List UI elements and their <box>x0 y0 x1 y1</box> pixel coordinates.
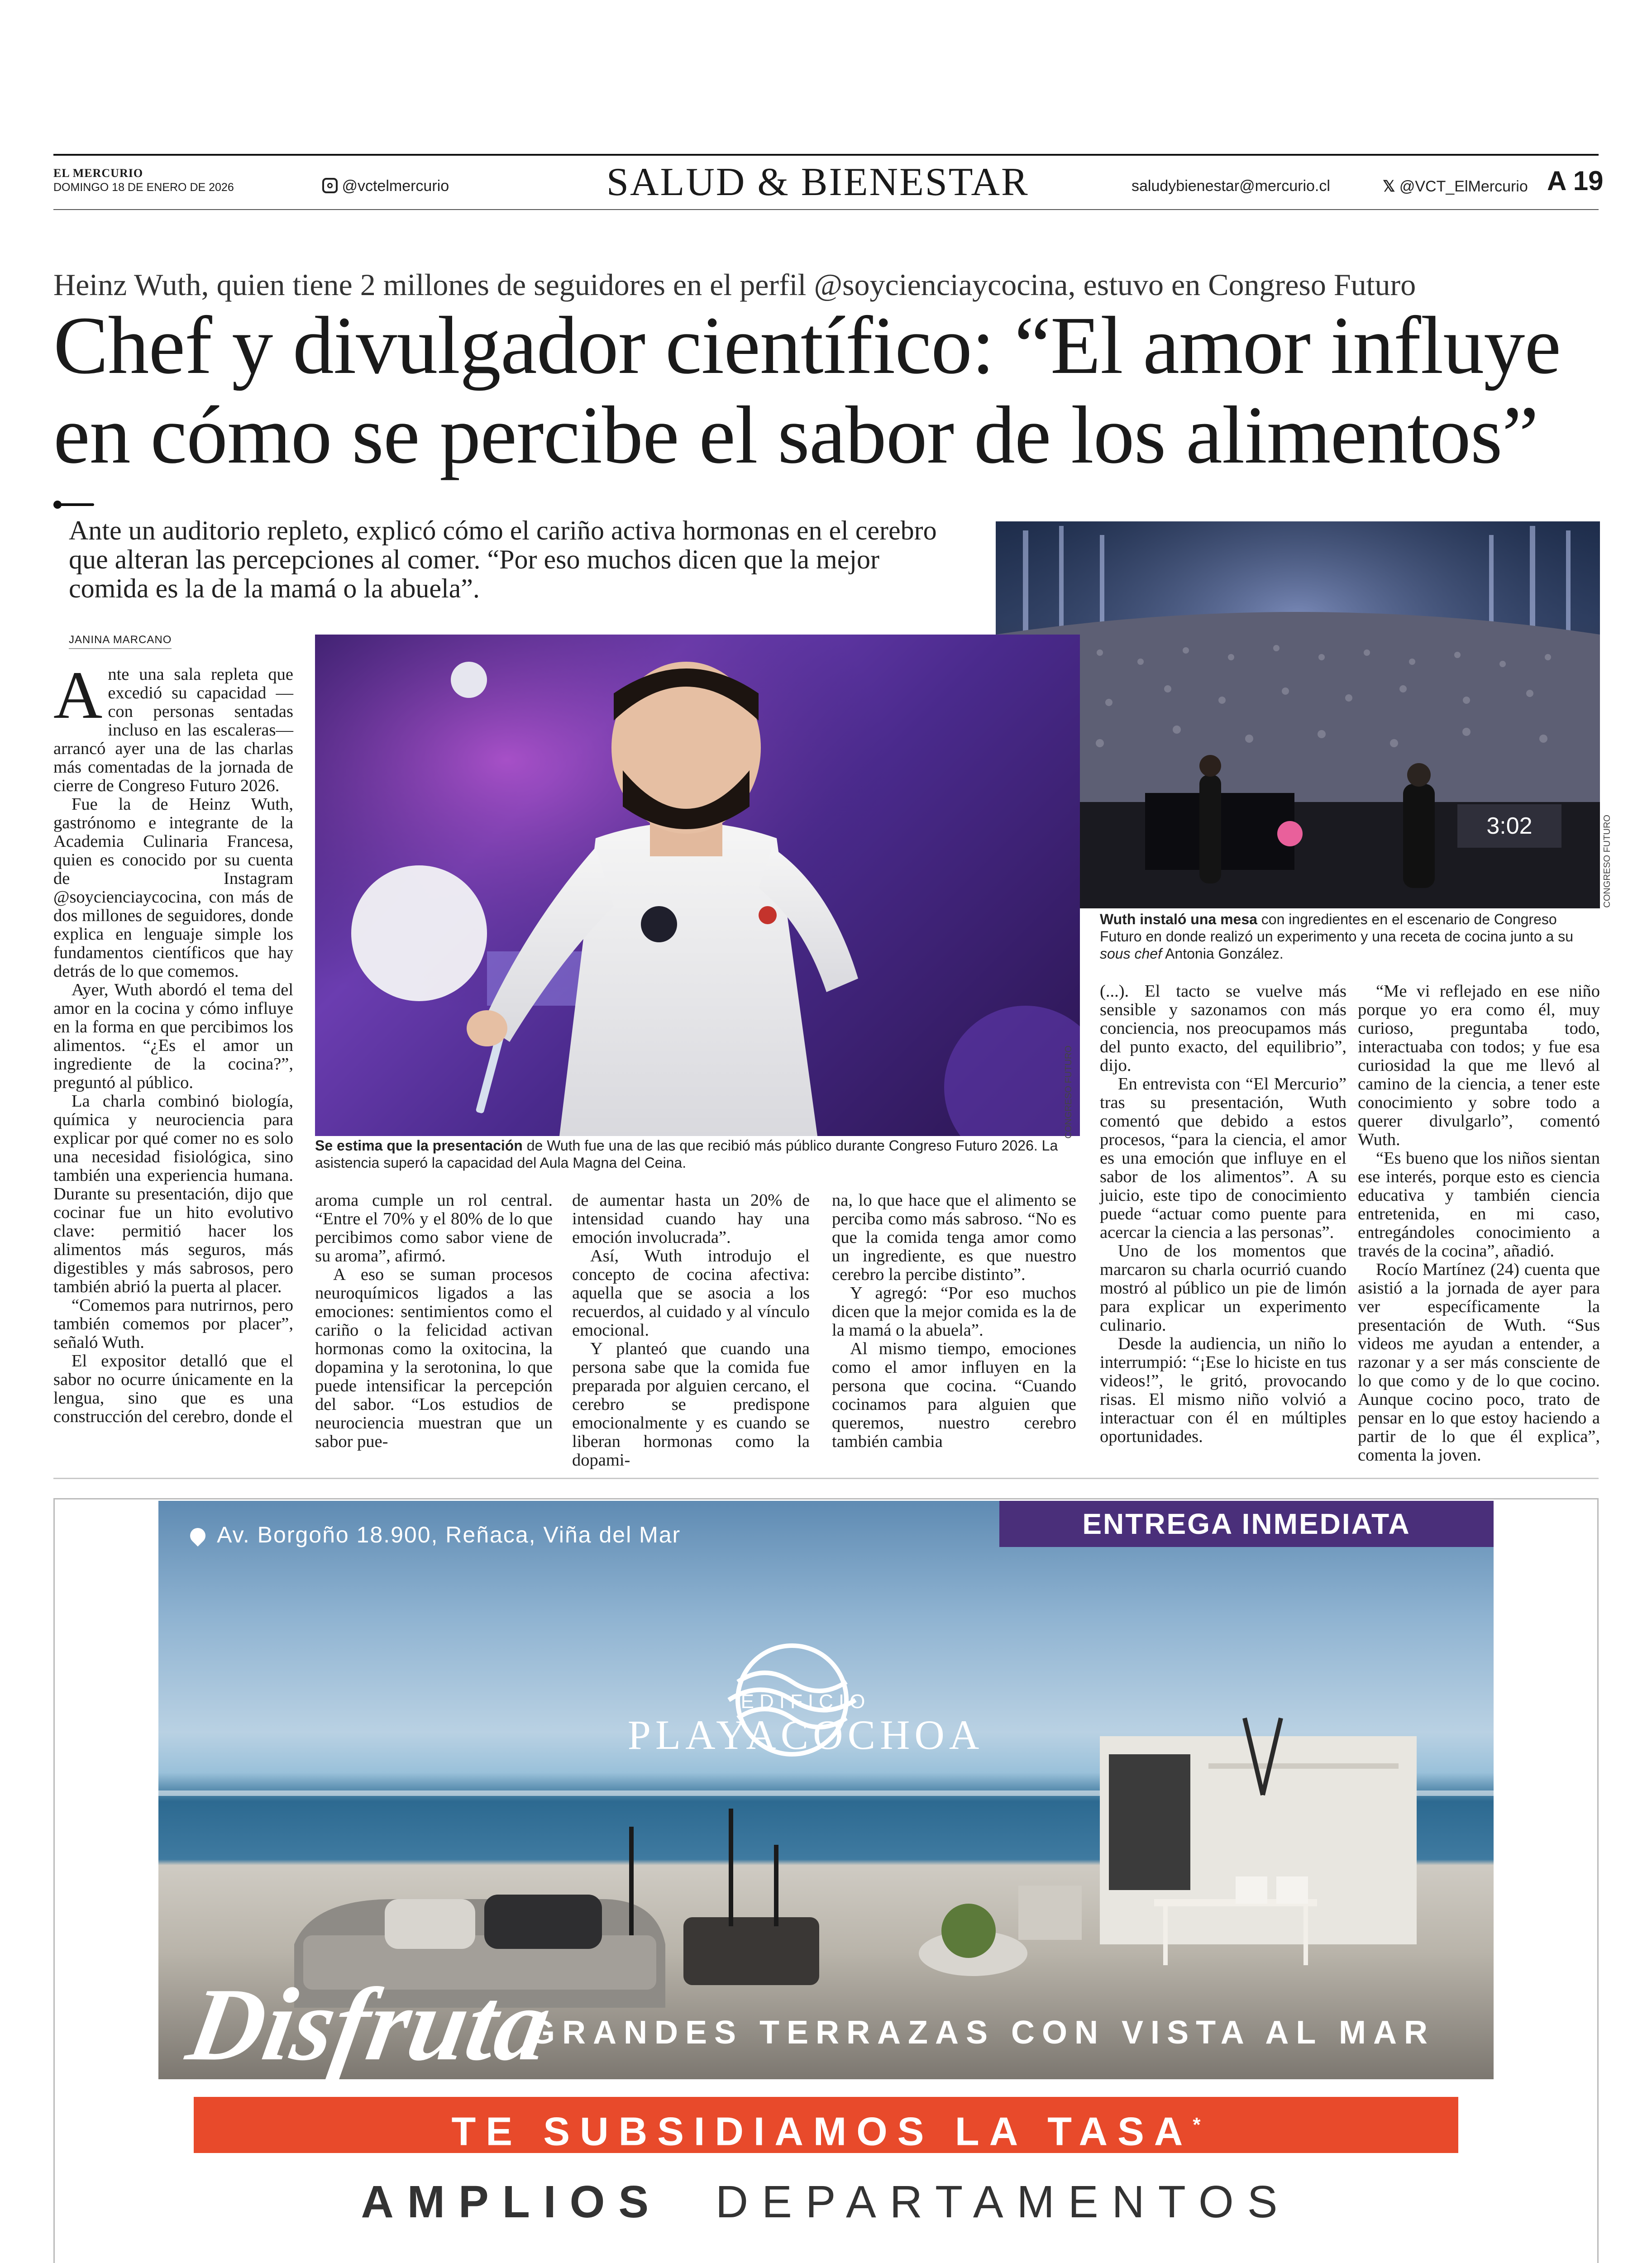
col1-p1: nte una sala repleta que excedió su capacidad —con personas sentadas incluso en las escaleras— arrancó ayer una de las charlas más comentadas de la jornada de cierre de Congreso Futuro 2026. <box>53 665 293 795</box>
building-name: PLAYACOCHOA <box>627 1712 984 1758</box>
photo1-caption-bold: Se estima que la presentación <box>315 1137 523 1154</box>
col5-p2: En entrevista con “El Mercurio” tras su presentación, Wuth comentó que debido a estos procesos, “para la ciencia, el amor es una emoción que influye en el sabor de los alimentos”. A su juicio, este tipo de conocimiento puede “actuar como puente para acercar la ciencia a las personas”. <box>1100 1074 1346 1242</box>
col3-p3: Y planteó que cuando una persona sabe que la comida fue preparada por alguien cercano, el cerebro se predispone emocionalmente y es cuando se liberan hormonas como la dopami- <box>572 1339 810 1470</box>
x-handle[interactable] <box>1383 177 1528 196</box>
photo2-caption <box>1100 911 1598 962</box>
col4-p2: Y agregó: “Por eso muchos dicen que la mejor comida es la de la mamá o la abuela”. <box>832 1284 1076 1340</box>
x-icon: 𝕏 <box>1383 178 1395 195</box>
byline: JANINA MARCANO <box>69 634 172 649</box>
col3-p1: de aumentar hasta un 20% de intensidad cuando hay una emoción involucrada”. <box>572 1191 810 1247</box>
photo1-caption <box>315 1137 1080 1171</box>
section-email[interactable]: saludybienestar@mercurio.cl <box>1132 177 1330 195</box>
article-column-3 <box>572 1191 810 1470</box>
instagram-handle[interactable] <box>322 177 449 195</box>
terraces-tagline: GRANDES TERRAZAS CON VISTA AL MAR <box>530 2015 1435 2051</box>
photo-auditorium <box>996 521 1600 908</box>
article-column-4 <box>832 1191 1076 1451</box>
photo2-caption-italic: sous chef <box>1100 945 1162 962</box>
col5-p1: (...). El tacto se vuelve más sensible y sazonamos con más conciencia, nos preocupamos más del punto exacto, del equilibrio”, dijo. <box>1100 982 1346 1075</box>
building-label: EDIFICIO <box>740 1690 871 1713</box>
issue-date: DOMINGO 18 DE ENERO DE 2026 <box>53 181 234 194</box>
article-ad-separator <box>53 1478 1599 1479</box>
col6-p3: Rocío Martínez (24) cuenta que asistió a la jornada de ayer para ver específicamente la presentación de Wuth. “Sus videos me ayudan a entender, a razonar y a ser más consciente de lo que como y de lo que cocino. Aunque cocino poco, trato de pensar en lo que estoy haciendo a partir de lo que él explica”, comenta la joven. <box>1358 1260 1600 1465</box>
photo2-caption-text: con ingredientes en el escenario de Congreso Futuro en donde realizó un experimento y una receta de cocina junto a su <box>1100 911 1573 945</box>
publication-name: EL MERCURIO <box>53 167 143 180</box>
photo1-credit: CONGRESO FUTURO <box>1064 1046 1074 1139</box>
lede: Ante un auditorio repleto, explicó cómo el cariño activa hormonas en el cerebro que alteran las percepciones al comer. “Por eso muchos dicen que la mejor comida es la de la mamá o la abuela”. <box>69 516 937 603</box>
article-column-6 <box>1358 982 1600 1465</box>
disfruta-script: Disfruta <box>180 1967 559 2082</box>
col3-p2: Así, Wuth introdujo el concepto de cocina afectiva: aquella que se asocia a los recuerdos, al cuidado y al vínculo emocional. <box>572 1246 810 1340</box>
amplios-departamentos <box>158 2176 1494 2228</box>
col4-p3: Al mismo tiempo, emociones como el amor influyen en la persona que cocina. “Cuando cocinamos para alguien que queremos, nuestro cerebro también cambia <box>832 1339 1076 1451</box>
col4-p1: na, lo que hace que el alimento se perciba como más sabroso. “No es que la comida tenga amor como un ingrediente, es que nuestro cerebro la percibe distinto”. <box>832 1191 1076 1284</box>
photo2-credit: CONGRESO FUTURO <box>1602 815 1612 908</box>
col1-p2: Fue la de Heinz Wuth, gastrónomo e integrante de la Academia Culinaria Francesa, quien es conocido por su cuenta de Instagram @soycienciaycocina, con más de dos millones de seguidores, donde explica en lenguaje simple los fundamentos científicos que hay detrás de lo que comemos. <box>53 795 293 981</box>
headline: Chef y divulgador científico: “El amor influye en cómo se percibe el sabor de los alimentos” <box>53 300 1561 481</box>
article-column-1 <box>53 658 293 1426</box>
kicker: Heinz Wuth, quien tiene 2 millones de seguidores en el perfil @soycienciaycocina, estuvo en Congreso Futuro <box>53 267 1416 302</box>
subsidy-text: TE SUBSIDIAMOS LA TASA <box>451 2109 1193 2154</box>
ad-address-text: Av. Borgoño 18.900, Reñaca, Viña del Mar <box>217 1522 681 1547</box>
instagram-icon <box>322 178 338 193</box>
ad-address <box>190 1522 681 1548</box>
article-column-2 <box>315 1191 553 1451</box>
col5-p3: Uno de los momentos que marcaron su charla ocurrió cuando mostró al público un pie de limón para explicar un experimento culinario. <box>1100 1241 1346 1335</box>
photo2-caption-bold: Wuth instaló una mesa <box>1100 911 1257 927</box>
col2-p2: A eso se suman procesos neuroquímicos ligados a las emociones: sentimientos como el cariño o la felicidad activan hormonas como la oxitocina, la dopamina y la serotonina, lo que puede intensificar la percepción del sabor. “Los estudios de neurociencia muestran que un sabor pue- <box>315 1265 553 1451</box>
col1-p6: El expositor detalló que el sabor no ocurre únicamente en la lengua, sino que es una construcción del cerebro, donde el <box>53 1351 293 1426</box>
dropcap: A <box>53 658 103 733</box>
col6-p2: “Es bueno que los niños sientan ese interés, porque esto es ciencia educativa y también ciencia entretenida, en mi caso, entregándoles conocimiento a través de la cocina”, añadió. <box>1358 1149 1600 1260</box>
photo1-caption-text: de Wuth fue una de las que recibió más público durante Congreso Futuro 2026. La asistencia superó la capacidad del Aula Magna del Ceina. <box>315 1137 1058 1171</box>
header-bottom-rule <box>53 209 1599 210</box>
amplios-word: AMPLIOS <box>361 2177 663 2227</box>
col5-p4: Desde la audiencia, un niño lo interrumpió: “¡Ese lo hiciste en tus videos!”, le gritó, provocando risas. El mismo niño volvió a interactuar con él en múltiples oportunidades. <box>1100 1334 1346 1446</box>
col2-p1: aroma cumple un rol central. “Entre el 70% y el 80% de lo que percibimos como sabor viene de su aroma”, afirmó. <box>315 1191 553 1265</box>
stage-screen-timer: 3:02 <box>1486 813 1533 839</box>
lede-dot <box>53 501 62 509</box>
photo-chef <box>315 635 1080 1136</box>
col6-p1: “Me vi reflejado en ese niño porque yo era como él, muy curioso, preguntaba todo, interactuaba con todos; y fue esa curiosidad la que me llevó al camino de la ciencia, a tener este conocimiento y sobre todo a querer divulgarlo”, comentó Wuth. <box>1358 982 1600 1149</box>
subsidy-mark: * <box>1193 2114 1201 2136</box>
immediate-delivery-badge: ENTREGA INMEDIATA <box>999 1501 1494 1547</box>
subsidy-banner <box>194 2097 1458 2153</box>
instagram-text: @vctelmercurio <box>342 177 449 195</box>
top-rule <box>53 154 1599 156</box>
x-handle-text: @VCT_ElMercurio <box>1399 178 1528 195</box>
departamentos-word: DEPARTAMENTOS <box>715 2177 1291 2227</box>
article-column-5 <box>1100 982 1346 1446</box>
col1-p5: “Comemos para nutrirnos, pero también comemos por placer”, señaló Wuth. <box>53 1296 293 1352</box>
col1-p3: Ayer, Wuth abordó el tema del amor en la cocina y cómo influye en la forma en que percibimos los alimentos. “¿Es el amor un ingrediente de la cocina?”, preguntó al público. <box>53 980 293 1092</box>
location-pin-icon <box>187 1525 209 1547</box>
page-number: A 19 <box>1547 166 1604 196</box>
photo2-caption-end: Antonia González. <box>1165 945 1284 962</box>
col1-p4: La charla combinó biología, química y neurociencia para explicar por qué comer no es solo una necesidad fisiológica, sino también una experiencia humana. Durante su presentación, dijo que cocinar fue un hito evolutivo clave: permitió hacer los alimentos más seguros, más digestibles y más sabrosos, pero también abrió la puerta al placer. <box>53 1092 293 1296</box>
section-title: SALUD & BIENESTAR <box>606 160 1029 204</box>
